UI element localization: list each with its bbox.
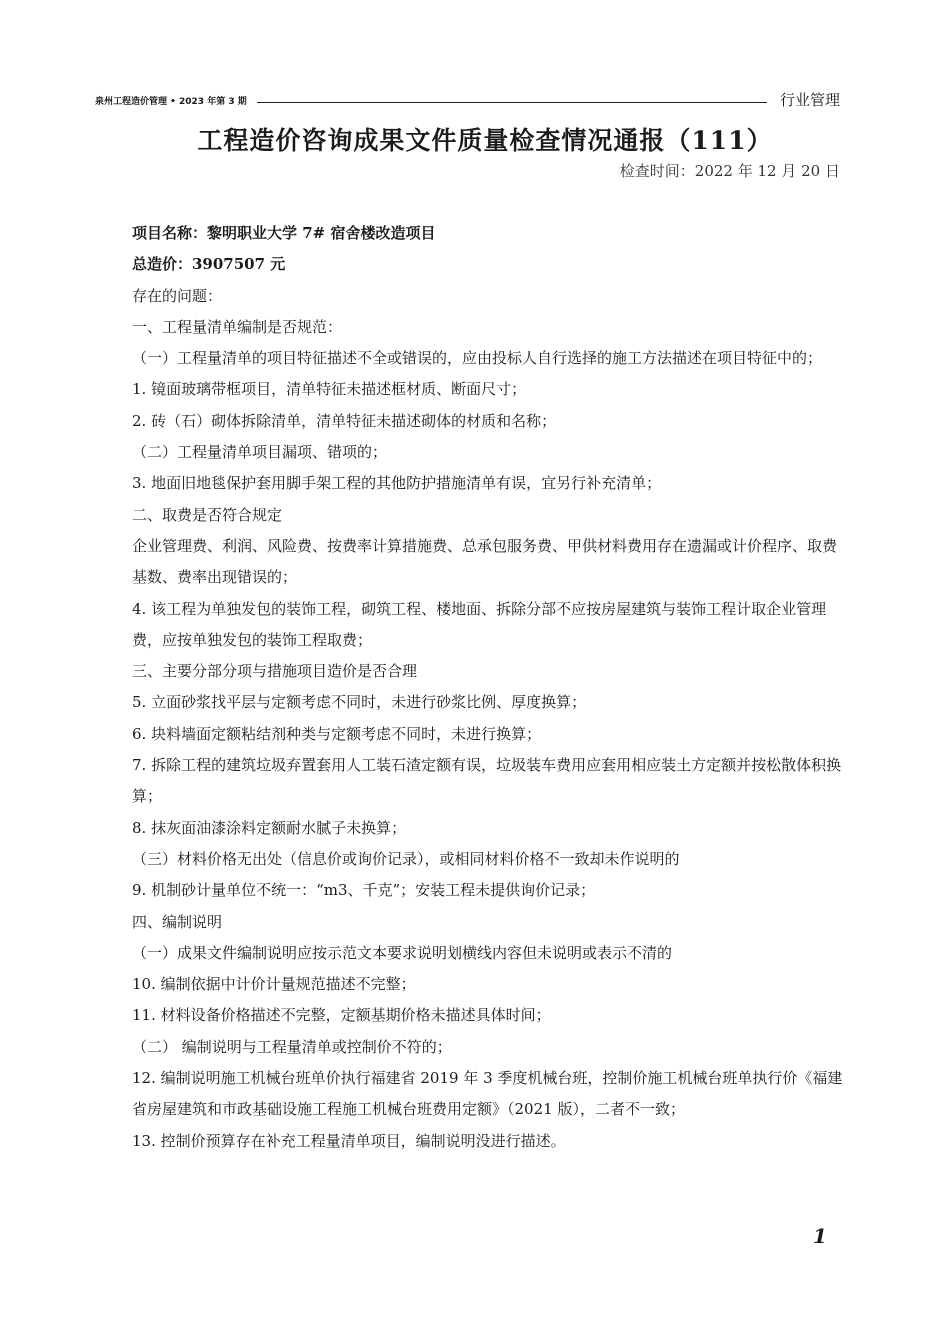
sub-heading: （二）工程量清单项目漏项、错项的；: [132, 443, 388, 462]
document-body: [95, 218, 845, 1157]
section-tag: 行业管理: [779, 91, 840, 109]
document-title: 工程造价咨询成果文件质量检查情况通报（111）: [197, 126, 773, 155]
issue-item: 13. 控制价预算存在补充工程量清单项目，编制说明没进行描述。: [132, 1131, 566, 1150]
page-number: 1: [813, 1224, 827, 1248]
header-rule: [257, 102, 767, 103]
inspection-date: 检查时间：2022 年 12 月 20 日: [619, 162, 840, 180]
sub-heading: （二） 编制说明与工程量清单或控制价不符的；: [132, 1037, 452, 1056]
issue-item: 3. 地面旧地毯保护套用脚手架工程的其他防护措施清单有误，宜另行补充清单；: [132, 474, 662, 493]
issue-item: 2. 砖（石）砌体拆除清单，清单特征未描述砌体的材质和名称；: [132, 411, 557, 430]
sub-heading: （三）材料价格无出处（信息价或询价记录），或相同材料价格不一致却未作说明的: [132, 849, 680, 868]
section-heading: 一、工程量清单编制是否规范：: [132, 317, 343, 336]
issue-item: 7. 拆除工程的建筑垃圾弃置套用人工装石渣定额有误，垃圾装车费用应套用相应装土方定额并按松散体积换算；: [132, 756, 842, 806]
project-name: 项目名称：黎明职业大学 7# 宿舍楼改造项目: [132, 224, 436, 242]
total-cost: 总造价：3907507 元: [132, 255, 286, 274]
paragraph: 企业管理费、利润、风险费、按费率计算措施费、总承包服务费、甲供材料费用存在遗漏或计价程序、取费基数、费率出现错误的；: [132, 536, 838, 587]
issue-item: 8. 抹灰面油漆涂料定额耐水腻子未换算；: [132, 818, 407, 837]
issue-item: 12. 编制说明施工机械台班单价执行福建省 2019 年 3 季度机械台班，控制价施工机械台班单执行价《福建省房屋建筑和市政基础设施工程施工机械台班费用定额》（2021 版），二者不一致；: [132, 1069, 843, 1119]
section-heading: 四、编制说明: [132, 912, 223, 931]
issue-item: 10. 编制依据中计价计量规范描述不完整；: [132, 975, 416, 994]
issue-item: 5. 立面砂浆找平层与定额考虑不同时，未进行砂浆比例、厚度换算；: [132, 693, 587, 712]
journal-name: 泉州工程造价管理 • 2023 年第 3 期: [95, 97, 247, 107]
sub-heading: （一）成果文件编制说明应按示范文本要求说明划横线内容但未说明或表示不清的: [132, 943, 673, 962]
paragraph: 存在的问题：: [132, 286, 223, 305]
issue-item: 9. 机制砂计量单位不统一：“m3、千克”；安装工程未提供询价记录；: [132, 881, 596, 900]
sub-heading: （一）工程量清单的项目特征描述不全或错误的，应由投标人自行选择的施工方法描述在项目特征中的；: [132, 349, 823, 368]
issue-item: 6. 块料墙面定额粘结剂种类与定额考虑不同时，未进行换算；: [132, 724, 542, 743]
page-header: [95, 88, 840, 112]
section-heading: 二、取费是否符合规定: [132, 505, 283, 524]
issue-item: 11. 材料设备价格描述不完整，定额基期价格未描述具体时间；: [132, 1006, 551, 1025]
section-heading: 三、主要分部分项与措施项目造价是否合理: [132, 662, 418, 681]
issue-item: 4. 该工程为单独发包的装饰工程，砌筑工程、楼地面、拆除分部不应按房屋建筑与装饰工程计取企业管理费，应按单独发包的装饰工程取费；: [132, 599, 827, 649]
issue-item: 1. 镜面玻璃带框项目，清单特征未描述框材质、断面尺寸；: [132, 380, 527, 399]
